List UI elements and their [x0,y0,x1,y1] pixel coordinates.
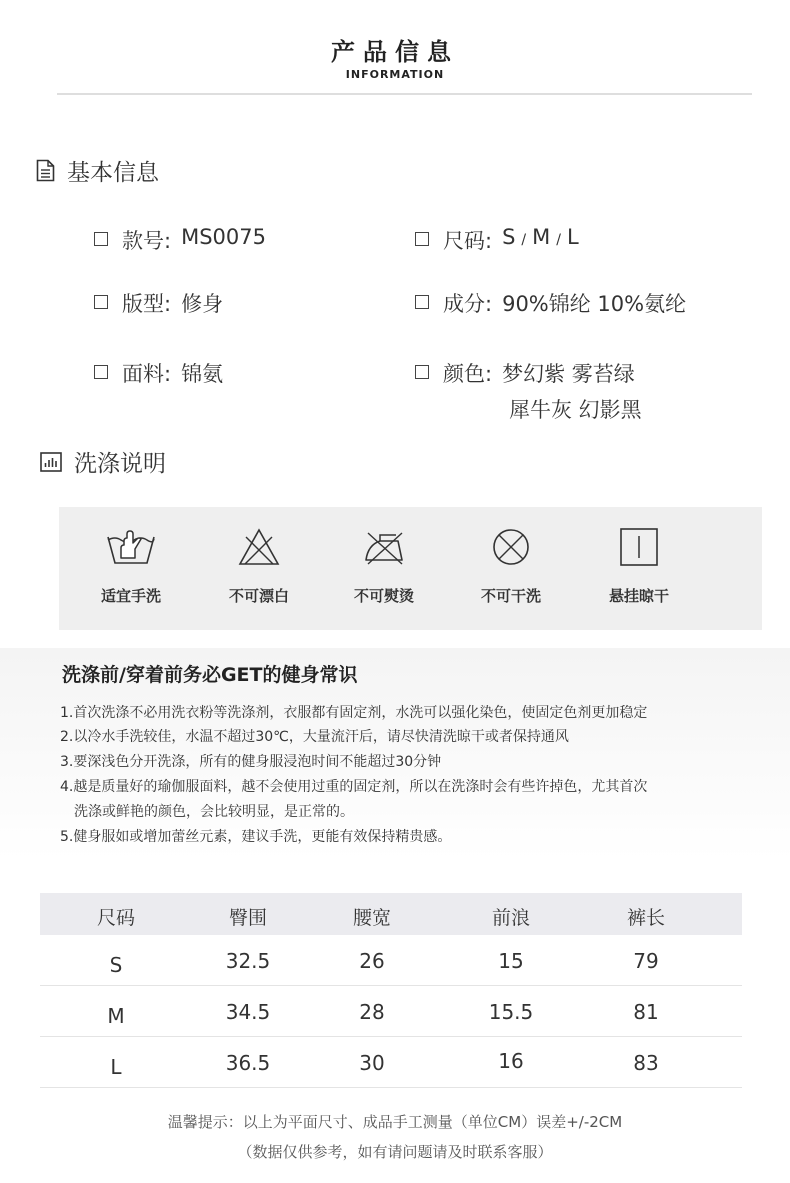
table-cell: 16 [498,1049,524,1073]
care-no-iron [334,527,434,606]
spec-color [415,358,642,422]
table-cell: 26 [359,949,385,973]
spec-key: 款号: [122,229,172,253]
size-separator: / [556,232,561,248]
care-no-dry-clean [461,527,561,606]
table-cell: 15 [498,949,524,973]
care-label: 不可熨烫 [353,587,414,605]
washing-heading [40,445,166,478]
table-cell: 15.5 [488,1000,534,1024]
care-tips-section [0,648,790,860]
care-hand-wash [81,527,181,606]
tips-title: 洗涤前/穿着前务必GET的健身常识 [62,664,358,686]
page-subtitle: INFORMATION [345,68,445,81]
table-cell: 30 [359,1051,385,1075]
size-s: S [502,225,516,249]
basic-info-title: 基本信息 [67,160,159,186]
spec-value-line2: 犀牛灰 幻影黑 [509,398,642,422]
spec-style-no [94,225,266,255]
care-label: 不可干洗 [480,587,541,605]
table-row [40,935,742,986]
no-iron-icon [334,527,434,567]
spec-key: 面料: [122,362,172,386]
care-label: 悬挂晾干 [608,587,669,605]
document-icon [36,159,55,182]
size-note: 温馨提示：以上为平面尺寸、成品手工测量（单位CM）误差+/-2CM [167,1113,623,1131]
chart-bars-icon [40,452,62,472]
spec-fit [94,288,223,318]
table-cell: 28 [359,1000,385,1024]
table-header-cell: 裤长 [626,907,665,929]
tip-line: 3.要深浅色分开洗涤，所有的健身服浸泡时间不能超过30分钟 [60,754,442,770]
table-header-cell: 臀围 [228,907,267,929]
table-cell: 81 [633,1000,659,1024]
tip-line: 洗涤或鲜艳的颜色，会比较明显，是正常的。 [74,804,354,820]
table-row [40,986,742,1037]
table-header-cell: 前浪 [491,907,530,929]
disclaimer-note: （数据仅供参考，如有请问题请及时联系客服） [237,1143,553,1161]
spec-key: 版型: [122,292,172,316]
tip-line: 2.以冷水手洗较佳，水温不超过30℃，大量流汗后，请尽快清洗晾干或者保持通风 [60,729,569,745]
tip-line: 1.首次洗涤不必用洗衣粉等洗涤剂，衣服都有固定剂，水洗可以强化染色，使固定色剂更加稳定 [60,705,648,721]
no-bleach-icon [209,527,309,567]
spec-key: 颜色: [443,362,493,386]
table-row [40,1037,742,1088]
size-separator: / [521,232,527,248]
page-header [0,0,790,100]
spec-value: 修身 [181,292,224,316]
table-cell: L [110,1055,122,1079]
checkbox-square-icon [94,295,108,309]
table-cell: 83 [633,1051,659,1075]
checkbox-square-icon [94,232,108,246]
tip-line: 4.越是质量好的瑜伽服面料，越不会使用过重的固定剂，所以在洗涤时会有些许掉色，尤其首次 [60,779,648,795]
table-header-row [40,893,742,935]
spec-fabric [94,358,223,388]
size-m: M [532,225,551,249]
table-cell: M [107,1004,125,1028]
spec-size [415,225,579,255]
table-cell: S [109,953,123,977]
care-label: 适宜手洗 [100,587,161,605]
hand-wash-icon [81,527,181,567]
washing-care-panel [59,507,762,630]
spec-value: MS0075 [181,225,266,249]
care-line-dry [589,527,689,606]
header-divider [57,93,752,95]
checkbox-square-icon [94,365,108,379]
table-cell: 32.5 [225,949,271,973]
table-header-cell: 尺码 [96,907,135,929]
tip-line: 5.健身服如或增加蕾丝元素，建议手洗，更能有效保持精贵感。 [60,829,452,845]
table-header-cell: 腰宽 [352,907,391,929]
care-label: 不可漂白 [228,587,289,605]
table-cell: 79 [633,949,659,973]
checkbox-square-icon [415,365,429,379]
washing-title: 洗涤说明 [74,451,166,477]
table-cell: 36.5 [225,1051,271,1075]
no-dry-clean-icon [461,527,561,567]
line-dry-icon [589,527,689,567]
page-title: 产品信息 [331,38,459,66]
spec-value [502,225,579,249]
spec-key: 成分: [443,292,493,316]
spec-composition [415,288,686,318]
spec-value: 90%锦纶 10%氨纶 [502,292,687,316]
spec-key: 尺码: [443,229,493,253]
checkbox-square-icon [415,232,429,246]
spec-value: 梦幻紫 雾苔绿 [502,362,635,386]
basic-info-heading [36,154,159,187]
checkbox-square-icon [415,295,429,309]
care-no-bleach [209,527,309,606]
size-l: L [566,225,579,249]
spec-value: 锦氨 [181,362,224,386]
table-cell: 34.5 [225,1000,271,1024]
